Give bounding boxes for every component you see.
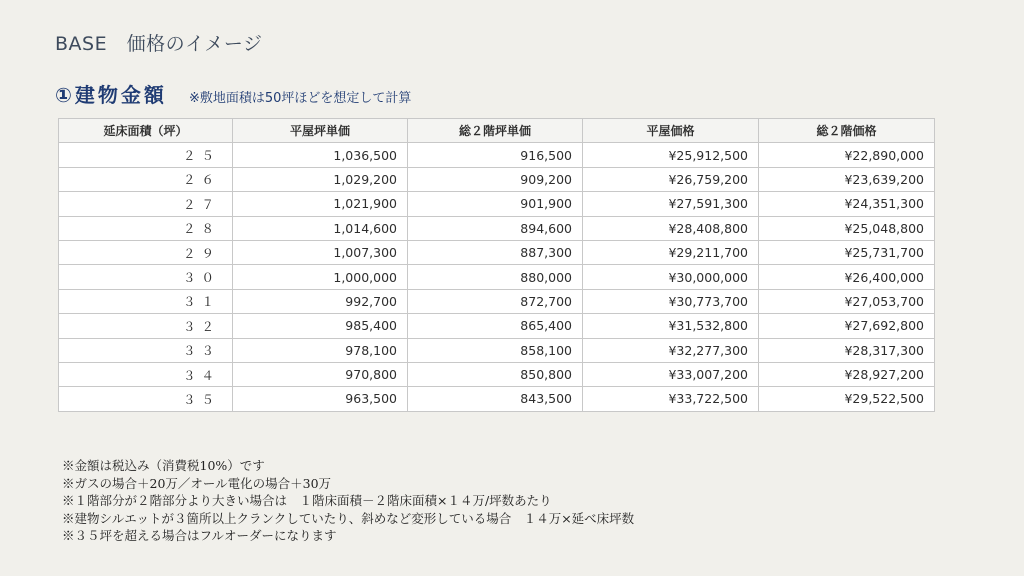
- cell-two-story-price: ¥24,351,300: [759, 192, 935, 216]
- table-row: [59, 265, 935, 289]
- cell-two-story-price: ¥28,927,200: [759, 362, 935, 386]
- cell-two-story-unit-price: 880,000: [408, 265, 583, 289]
- cell-single-story-unit-price: 1,021,900: [233, 192, 408, 216]
- cell-two-story-unit-price: 901,900: [408, 192, 583, 216]
- table-row: [59, 240, 935, 264]
- cell-single-story-price: ¥33,722,500: [583, 387, 759, 411]
- cell-single-story-price: ¥30,773,700: [583, 289, 759, 313]
- note-line: ※ガスの場合＋20万／オール電化の場合＋30万: [62, 475, 332, 491]
- cell-floor-area: ２６: [59, 167, 233, 191]
- cell-single-story-unit-price: 1,014,600: [233, 216, 408, 240]
- table-row: [59, 338, 935, 362]
- cell-single-story-unit-price: 978,100: [233, 338, 408, 362]
- cell-two-story-unit-price: 894,600: [408, 216, 583, 240]
- cell-two-story-price: ¥29,522,500: [759, 387, 935, 411]
- table-body: [59, 143, 935, 411]
- column-header-two-story-price: 総２階価格: [759, 119, 935, 143]
- cell-two-story-price: ¥27,692,800: [759, 314, 935, 338]
- cell-single-story-unit-price: 963,500: [233, 387, 408, 411]
- cell-single-story-unit-price: 970,800: [233, 362, 408, 386]
- cell-single-story-price: ¥25,912,500: [583, 143, 759, 167]
- cell-single-story-unit-price: 1,029,200: [233, 167, 408, 191]
- cell-two-story-unit-price: 865,400: [408, 314, 583, 338]
- table-header-row: [59, 119, 935, 143]
- cell-single-story-price: ¥27,591,300: [583, 192, 759, 216]
- note-line: ※３５坪を超える場合はフルオーダーになります: [62, 528, 337, 543]
- cell-two-story-unit-price: 916,500: [408, 143, 583, 167]
- cell-floor-area: ３０: [59, 265, 233, 289]
- note-line: ※建物シルエットが３箇所以上クランクしていたり、斜めなど変形している場合 １４万×延べ床坪数: [62, 510, 635, 526]
- cell-two-story-price: ¥25,731,700: [759, 240, 935, 264]
- cell-two-story-unit-price: 858,100: [408, 338, 583, 362]
- column-header-two-story-unit-price: 総２階坪単価: [408, 119, 583, 143]
- section-heading-label: ①建物金額: [55, 83, 167, 107]
- cell-single-story-unit-price: 1,036,500: [233, 143, 408, 167]
- cell-two-story-unit-price: 887,300: [408, 240, 583, 264]
- table-row: [59, 167, 935, 191]
- cell-single-story-unit-price: 1,007,300: [233, 240, 408, 264]
- cell-single-story-price: ¥28,408,800: [583, 216, 759, 240]
- cell-two-story-unit-price: 872,700: [408, 289, 583, 313]
- cell-single-story-unit-price: 992,700: [233, 289, 408, 313]
- table-row: [59, 192, 935, 216]
- section-heading-note: ※敷地面積は50坪ほどを想定して計算: [188, 91, 412, 106]
- table-row: [59, 216, 935, 240]
- cell-two-story-unit-price: 909,200: [408, 167, 583, 191]
- column-header-single-story-unit-price: 平屋坪単価: [233, 119, 408, 143]
- cell-two-story-price: ¥27,053,700: [759, 289, 935, 313]
- cell-single-story-price: ¥33,007,200: [583, 362, 759, 386]
- slide-title: BASE 価格のイメージ: [55, 33, 263, 55]
- note-line: ※金額は税込み（消費税10%）です: [62, 458, 265, 473]
- cell-two-story-price: ¥25,048,800: [759, 216, 935, 240]
- cell-floor-area: ２９: [59, 240, 233, 264]
- column-header-single-story-price: 平屋価格: [583, 119, 759, 143]
- column-header-floor-area: 延床面積（坪）: [59, 119, 233, 143]
- table-row: [59, 362, 935, 386]
- cell-single-story-price: ¥29,211,700: [583, 240, 759, 264]
- table-row: [59, 387, 935, 411]
- cell-floor-area: ２８: [59, 216, 233, 240]
- cell-single-story-price: ¥31,532,800: [583, 314, 759, 338]
- cell-two-story-price: ¥26,400,000: [759, 265, 935, 289]
- cell-single-story-unit-price: 985,400: [233, 314, 408, 338]
- note-line: ※１階部分が２階部分より大きい場合は １階床面積－２階床面積×１４万/坪数あたり: [62, 493, 552, 508]
- price-table: [58, 118, 935, 412]
- table-row: [59, 314, 935, 338]
- cell-single-story-price: ¥26,759,200: [583, 167, 759, 191]
- cell-two-story-price: ¥23,639,200: [759, 167, 935, 191]
- notes: [62, 457, 634, 545]
- cell-single-story-price: ¥30,000,000: [583, 265, 759, 289]
- cell-two-story-price: ¥22,890,000: [759, 143, 935, 167]
- table-row: [59, 143, 935, 167]
- cell-single-story-unit-price: 1,000,000: [233, 265, 408, 289]
- cell-two-story-unit-price: 843,500: [408, 387, 583, 411]
- cell-floor-area: ３５: [59, 387, 233, 411]
- section-heading: [55, 79, 411, 108]
- table-row: [59, 289, 935, 313]
- cell-floor-area: ３１: [59, 289, 233, 313]
- cell-floor-area: ３４: [59, 362, 233, 386]
- cell-two-story-unit-price: 850,800: [408, 362, 583, 386]
- cell-floor-area: ３３: [59, 338, 233, 362]
- cell-floor-area: ２５: [59, 143, 233, 167]
- cell-floor-area: ３２: [59, 314, 233, 338]
- cell-two-story-price: ¥28,317,300: [759, 338, 935, 362]
- cell-floor-area: ２７: [59, 192, 233, 216]
- cell-single-story-price: ¥32,277,300: [583, 338, 759, 362]
